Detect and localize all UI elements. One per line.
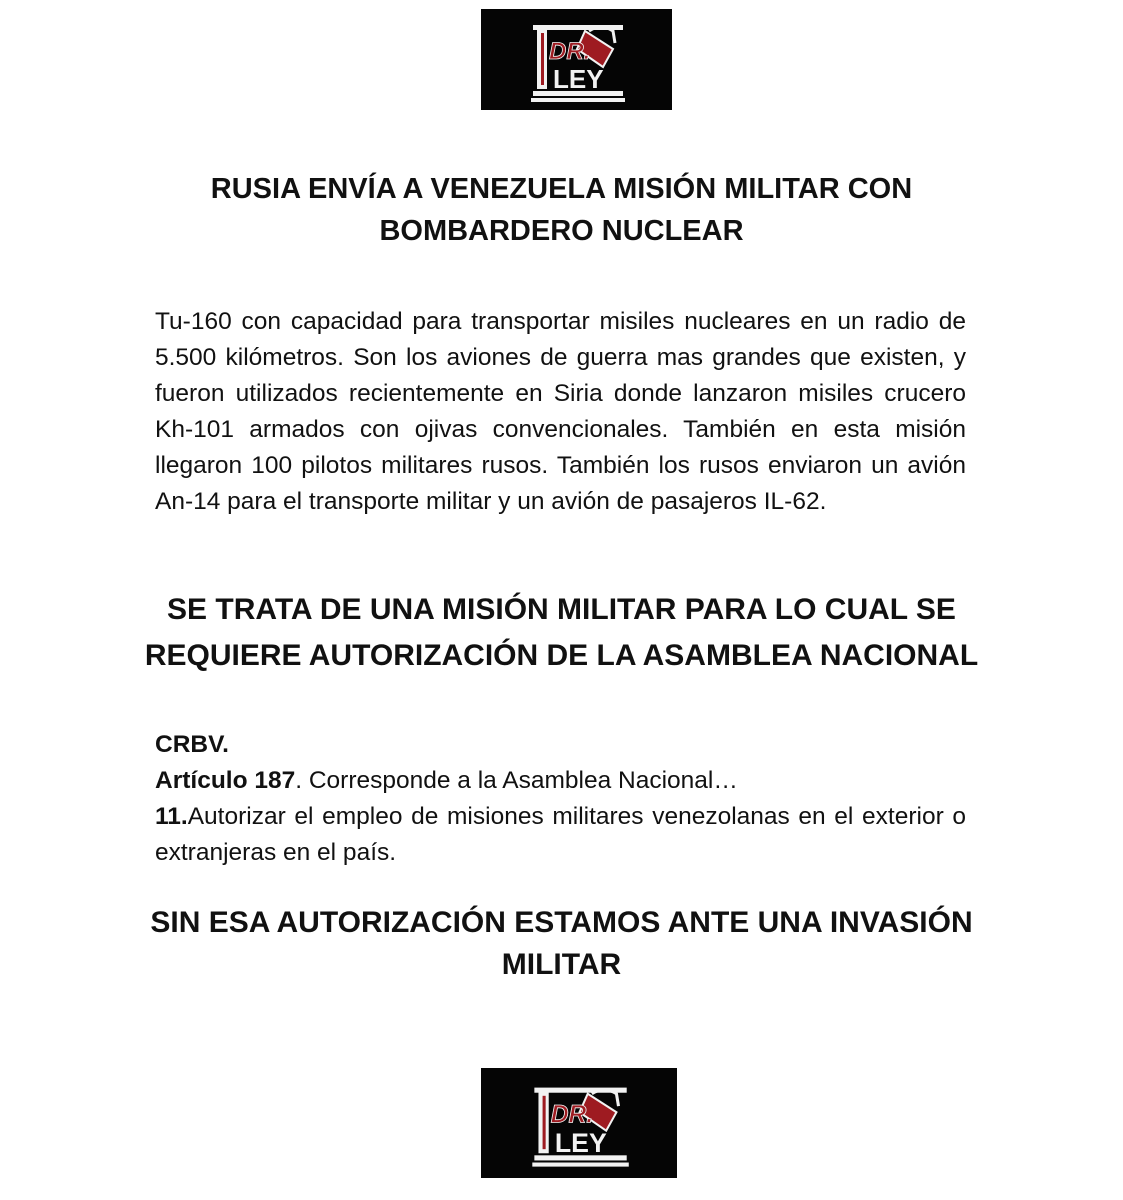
gavel-logo-icon bbox=[481, 9, 672, 110]
logo-ley-text: LEY bbox=[553, 64, 604, 94]
item-text: Autorizar el empleo de misiones militares venezolanas en el exterior o extranjeras en el país. bbox=[155, 803, 966, 866]
logo-ley-text: LEY bbox=[554, 1128, 607, 1159]
legal-citation bbox=[155, 727, 966, 871]
legal-source: CRBV. bbox=[155, 731, 229, 758]
gavel-logo-icon bbox=[481, 1068, 677, 1178]
item-number: 11. bbox=[155, 803, 188, 830]
dr-ley-logo-bottom bbox=[481, 1068, 677, 1178]
body-paragraph: Tu-160 con capacidad para transportar misiles nucleares en un radio de 5.500 kilómetros. Son los aviones de guerra mas grandes que existen, y fueron utilizados recientemente en Siria donde lanzaron misiles crucero Kh-101 armados con ojivas convencionales. También en esta misión llegaron 100 pilotos militares rusos. También los rusos enviaron un avión An-14 para el transporte militar y un avión de pasajeros IL-62. bbox=[155, 308, 966, 515]
dr-ley-logo-top bbox=[481, 9, 672, 110]
logo-dr-text: DR. bbox=[549, 38, 591, 65]
subheading-invasion: SIN ESA AUTORIZACIÓN ESTAMOS ANTE UNA INVASIÓN MILITAR bbox=[150, 906, 973, 981]
article-label: Artículo 187 bbox=[155, 767, 296, 794]
logo-dr-text: DR. bbox=[550, 1101, 594, 1129]
subheading-mission: SE TRATA DE UNA MISIÓN MILITAR PARA LO CUAL SE REQUIERE AUTORIZACIÓN DE LA ASAMBLEA NACIONAL bbox=[144, 593, 979, 672]
page-title: RUSIA ENVÍA A VENEZUELA MISIÓN MILITAR CON BOMBARDERO NUCLEAR bbox=[210, 173, 913, 247]
article-text: . Corresponde a la Asamblea Nacional… bbox=[295, 767, 738, 794]
